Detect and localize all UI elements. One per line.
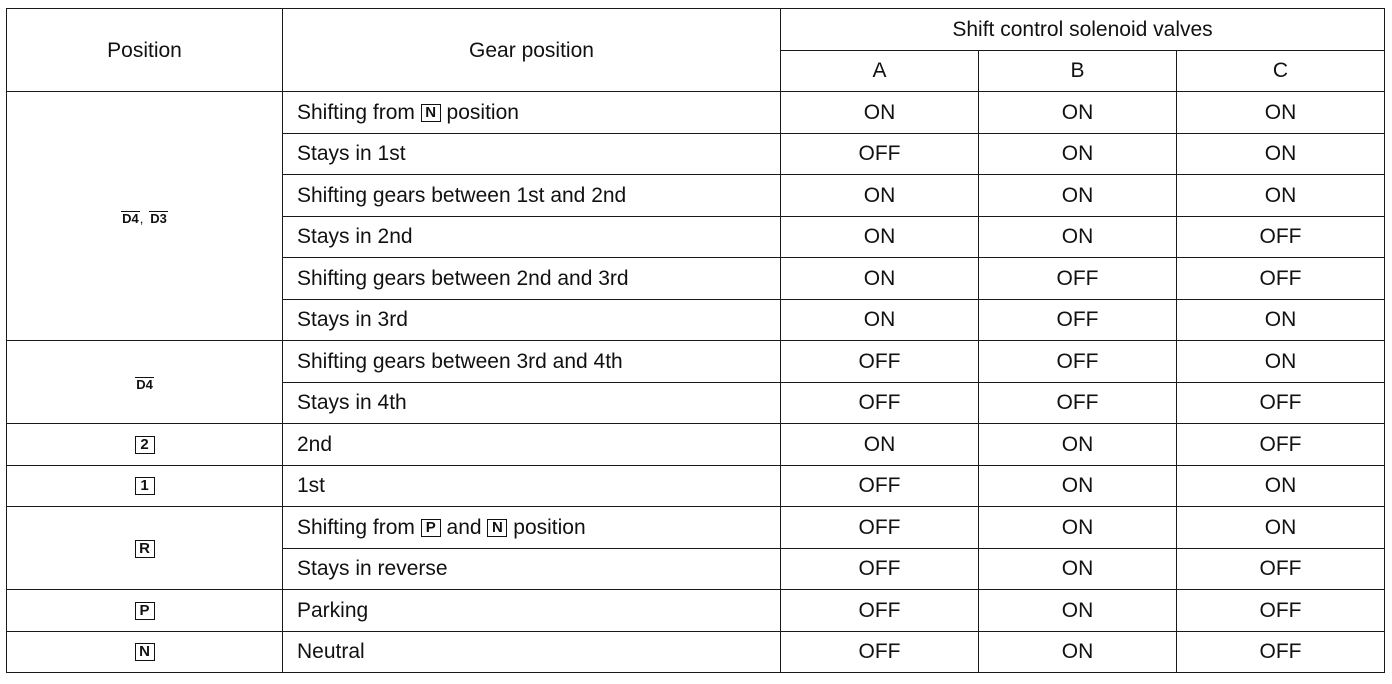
range-2-key: 2 [135,436,155,454]
valve-a-cell: ON [781,175,979,217]
table-row [7,424,1385,466]
gear-text: Shifting from [297,100,421,124]
gear-cell: Stays in 4th [283,382,781,424]
valve-c-cell: ON [1177,133,1385,175]
valve-a-cell: ON [781,299,979,341]
gear-cell: Stays in reverse [283,548,781,590]
valve-b-cell: ON [979,465,1177,507]
gear-cell: Parking [283,590,781,632]
valve-b-cell: ON [979,216,1177,258]
gear-text: position [507,515,586,539]
range-n-key: N [487,519,507,537]
range-d4-label: D4 [122,210,139,226]
valve-b-cell: ON [979,507,1177,549]
gear-cell: 1st [283,465,781,507]
solenoid-valve-table [6,8,1385,673]
table-row [7,92,1385,134]
range-d3-label: D3 [150,210,167,226]
valve-b-cell: ON [979,92,1177,134]
valve-a-cell: ON [781,258,979,300]
valve-c-cell: ON [1177,299,1385,341]
valve-a-cell: OFF [781,507,979,549]
gear-cell: Stays in 1st [283,133,781,175]
valve-a-cell: OFF [781,548,979,590]
valve-a-cell: OFF [781,341,979,383]
position-cell-r [7,507,283,590]
position-separator: , [139,210,144,226]
valve-a-cell: ON [781,216,979,258]
range-n-key: N [421,104,441,122]
header-shift-control-solenoid-valves: Shift control solenoid valves [781,9,1385,51]
gear-cell: Shifting gears between 2nd and 3rd [283,258,781,300]
valve-c-cell: ON [1177,341,1385,383]
range-p-key: P [421,519,441,537]
valve-c-cell: ON [1177,175,1385,217]
valve-a-cell: ON [781,424,979,466]
valve-a-cell: OFF [781,590,979,632]
valve-b-cell: ON [979,590,1177,632]
position-cell-n [7,631,283,673]
gear-cell: Shifting gears between 1st and 2nd [283,175,781,217]
table-row [7,341,1385,383]
table-row [7,507,1385,549]
range-1-key: 1 [135,477,155,495]
gear-cell: Neutral [283,631,781,673]
table-row [7,631,1385,673]
gear-text: Shifting from [297,515,421,539]
valve-c-cell: OFF [1177,258,1385,300]
valve-c-cell: OFF [1177,382,1385,424]
gear-cell: Stays in 3rd [283,299,781,341]
header-gear-position: Gear position [283,9,781,92]
gear-cell: Stays in 2nd [283,216,781,258]
valve-c-cell: OFF [1177,590,1385,632]
valve-b-cell: ON [979,424,1177,466]
table-row [7,590,1385,632]
gear-cell: Shifting gears between 3rd and 4th [283,341,781,383]
valve-a-cell: OFF [781,465,979,507]
valve-b-cell: ON [979,175,1177,217]
position-cell-p [7,590,283,632]
gear-cell [283,92,781,134]
position-cell-d4-d3 [7,92,283,341]
header-position: Position [7,9,283,92]
range-r-key: R [135,540,155,558]
valve-b-cell: OFF [979,299,1177,341]
valve-a-cell: OFF [781,133,979,175]
header-valve-c: C [1177,50,1385,92]
valve-b-cell: OFF [979,341,1177,383]
gear-cell [283,507,781,549]
range-p-key: P [135,602,155,620]
valve-c-cell: OFF [1177,424,1385,466]
gear-cell: 2nd [283,424,781,466]
valve-a-cell: ON [781,92,979,134]
position-cell-2 [7,424,283,466]
valve-c-cell: OFF [1177,216,1385,258]
valve-a-cell: OFF [781,382,979,424]
valve-a-cell: OFF [781,631,979,673]
range-d4-label: D4 [136,376,153,392]
valve-c-cell: OFF [1177,548,1385,590]
valve-c-cell: ON [1177,507,1385,549]
header-valve-b: B [979,50,1177,92]
position-cell-1 [7,465,283,507]
range-n-key: N [135,643,155,661]
gear-text: position [440,100,519,124]
position-cell-d4 [7,341,283,424]
valve-b-cell: ON [979,133,1177,175]
valve-c-cell: OFF [1177,631,1385,673]
valve-c-cell: ON [1177,465,1385,507]
gear-text: and [440,515,488,539]
solenoid-table-container [6,8,1384,673]
valve-b-cell: ON [979,631,1177,673]
header-valve-a: A [781,50,979,92]
valve-b-cell: ON [979,548,1177,590]
table-row [7,465,1385,507]
valve-c-cell: ON [1177,92,1385,134]
valve-b-cell: OFF [979,258,1177,300]
valve-b-cell: OFF [979,382,1177,424]
